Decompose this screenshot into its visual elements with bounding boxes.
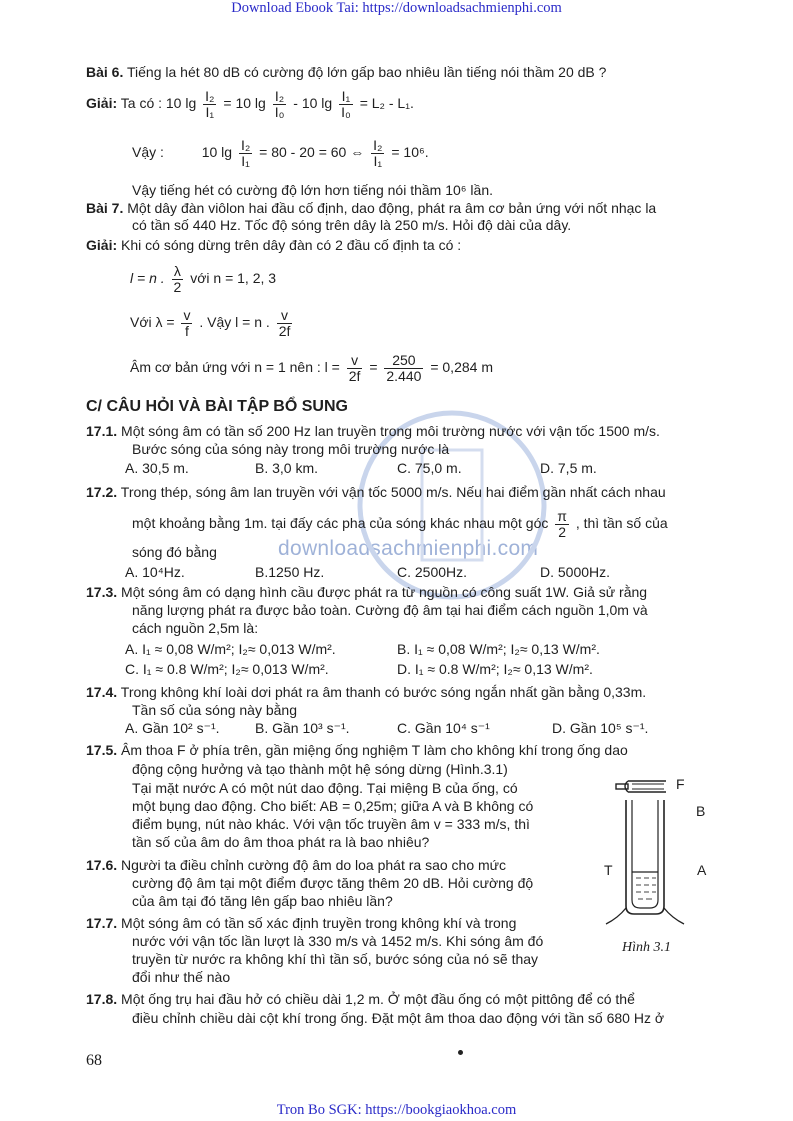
bai6-solution-line2 [132,138,429,169]
q175-line5: điểm bụng, nút nào khác. Với vận tốc truyền âm v = 333 m/s, thì [132,816,530,832]
frac-den: I₀ [274,104,285,120]
frac-num: λ [172,264,184,280]
frac-num: I₂ [273,89,287,105]
q173-line1 [86,584,647,601]
bai6-title: Bài 6. [86,64,124,80]
frac-den: 2.440 [386,368,422,384]
q175-line2: động cộng hưởng và tạo thành một hệ sóng dừng (Hình.3.1) [132,761,508,777]
q172-l1: Trong thép, sóng âm lan truyền với vận tốc 5000 m/s. Nếu hai điểm gần nhất cách nhau [120,484,666,500]
bai7-f2-frac2 [277,308,293,339]
bai7-giai-label: Giải: [86,237,118,253]
bai7-f2-mid: . Vậy l = n . [199,314,270,331]
bai7-q1: Một dây đàn viôlon hai đầu cố định, dao động, phát ra âm cơ bản ứng với nốt nhạc la [127,200,657,216]
q178-line2: điều chỉnh chiều dài cột khí trong ống. Đặt một âm thoa dao động với tần số 680 Hz ở [132,1010,665,1026]
page-dot [458,1050,463,1055]
q177-line3: truyền từ nước ra không khí thì tần số, bước sóng của nó sẽ thay [132,951,539,967]
q177-num: 17.7. [86,915,118,931]
bai7-f2-pre: Với λ = [130,314,175,331]
frac-num: 250 [384,353,423,369]
watermark: downloadsachmienphi.com [278,537,539,560]
bai6-l2-mid: = 80 - 20 = 60 ⇔ [259,144,365,161]
q175-line4: một bụng dao động. Cho biết: AB = 0,25m; giữa A và B không có [132,798,534,814]
bai7-f1-post: với n = 1, 2, 3 [190,270,277,287]
q176-line2: cường độ âm tại một điểm được tăng thêm 20 dB. Hỏi cường độ [132,875,534,891]
q172-line2 [132,509,668,540]
bai7-f2-frac1 [181,308,192,339]
q172-option-a: A. 10⁴Hz. [125,564,185,580]
q172-option-c: C. 2500Hz. [397,564,468,580]
figure-label-t: T [604,862,613,878]
bai7-formula2 [130,308,295,339]
figure-caption: Hình 3.1 [622,940,671,955]
bai7-f1-pre: l = n . [130,270,165,287]
q178-line1 [86,991,635,1008]
bai7-f3-frac1 [347,353,363,384]
q172-option-d: D. 5000Hz. [540,564,611,580]
q171-option-d: D. 7,5 m. [540,460,597,476]
q175-line3: Tại mặt nước A có một nút dao động. Tại miệng B của ống, có [132,780,518,796]
q171-option-c: C. 75,0 m. [397,460,462,476]
frac-den: I₁ [205,104,215,120]
figure-label-b: B [696,803,706,819]
q176-line1 [86,857,506,874]
frac-num: π [557,508,567,524]
q173-option-d: D. I₁ ≈ 0.8 W/m²; I₂≈ 0,13 W/m². [397,661,593,677]
bai7-f3-eq: = [369,359,378,376]
bai6-l2-pre: Vậy : [132,144,164,161]
frac-num: I₂ [240,137,251,153]
frac-num: I₁ [339,89,353,105]
q172-line3: sóng đó bằng [132,544,217,560]
q172-line1 [86,484,666,501]
bai6-conclusion: Vậy tiếng hét có cường độ lớn hơn tiếng nói thầm 10⁶ lần. [132,182,494,198]
q171-l1: Một sóng âm có tần số 200 Hz lan truyền trong môi trường nước với vận tốc 1500 m/s. [121,423,660,439]
q172-option-b: B.1250 Hz. [255,564,325,580]
q171-line2: Bước sóng của sóng này trong môi trường nước là [132,441,450,457]
section-title: C/ CÂU HỎI VÀ BÀI TẬP BỔ SUNG [86,398,348,415]
q174-num: 17.4. [86,684,118,700]
q173-l1: Một sóng âm có dạng hình cầu được phát ra từ nguồn có công suất 1W. Giả sử rằng [121,584,648,600]
q172-l2-pre: một khoảng bằng 1m. tại đấy các pha của sóng khác nhau một góc [132,515,549,532]
footer-link[interactable]: Tron Bo SGK: https://bookgiaokhoa.com [276,1102,517,1118]
q171-option-a: A. 30,5 m. [125,460,189,476]
frac-den: I₁ [373,153,383,169]
bai7-question-line2: có tần số 440 Hz. Tốc độ sóng trên dây là 250 m/s. Hỏi độ dài của dây. [132,217,572,233]
frac-num: I₂ [205,88,215,104]
q177-line2: nước với vận tốc lần lượt là 330 m/s và 1452 m/s. Khi sóng âm đó [132,933,544,949]
figure-label-f: F [676,776,685,792]
q173-line3: cách nguồn 2,5m là: [132,620,259,636]
q176-num: 17.6. [86,857,118,873]
q177-l1: Một sóng âm có tần số xác định truyền trong không khí và trong [121,915,517,931]
frac-den: 2 [173,279,182,295]
q173-num: 17.3. [86,584,118,600]
q172-frac [555,509,569,540]
bai7-g1: Khi có sóng dừng trên dây đàn có 2 đầu cố định ta có : [121,237,462,253]
frac-num: v [347,353,363,369]
bai7-f3-frac2 [384,353,423,384]
bai6-l2-post: = 10⁶. [391,144,429,161]
q174-l1: Trong không khí loài dơi phát ra âm thanh có bước sóng ngắn nhất gần bằng 0,33m. [120,684,647,700]
bai6-l2-frac1 [239,138,252,169]
frac-den: 2f [278,323,291,339]
bai7-f3-pre: Âm cơ bản ứng với n = 1 nên : l = [130,359,340,376]
header-link[interactable]: Download Ebook Tai: https://downloadsachmienphi.com [231,0,562,16]
q175-line1 [86,742,628,759]
q176-line3: của âm tại đó tăng lên gấp bao nhiêu lần? [132,893,393,909]
q171-num: 17.1. [86,423,118,439]
q175-line6: tần số của âm do âm thoa phát ra là bao nhiêu? [132,834,430,850]
frac-num: v [277,308,293,324]
figure-label-a: A [697,862,707,878]
q175-l1: Âm thoa F ở phía trên, gần miệng ống nghiệm T làm cho không khí trong ống dao [121,742,628,758]
q173-line2: năng lượng phát ra được bảo toàn. Cường độ âm tại hai điểm cách nguồn 1,0m và [132,602,648,618]
bai6-l1-frac3 [339,89,353,120]
bai7-formula3 [130,353,493,384]
q171-line1 [86,423,660,440]
bai7-f3-post: = 0,284 m [430,359,493,376]
bai7-question-line1 [86,200,656,217]
q178-l1: Một ống trụ hai đầu hở có chiều dài 1,2 m. Ở một đầu ống có một pittông để có thể [121,991,635,1007]
q174-option-a: A. Gần 10² s⁻¹. [125,720,220,736]
q173-option-c: C. I₁ ≈ 0.8 W/m²; I₂≈ 0,013 W/m². [125,661,329,677]
frac-den: I₀ [341,104,351,120]
bai6-l1-pre: Ta có : 10 lg [120,95,197,112]
bai6-l1-frac2 [273,89,287,120]
bai7-f1-frac [172,264,184,295]
frac-den: 2 [558,524,567,540]
q171-option-b: B. 3,0 km. [255,460,319,476]
bai6-giai-label: Giải: [86,95,118,112]
bai6-l1-post: = L₂ - L₁. [359,95,414,112]
frac-num: I₂ [373,137,383,153]
bai6-solution-line1 [86,89,414,120]
q174-line1 [86,684,646,701]
q178-num: 17.8. [86,991,118,1007]
q173-option-b: B. I₁ ≈ 0,08 W/m²; I₂≈ 0,13 W/m². [397,641,600,657]
bai6-question-line [86,64,606,81]
q172-num: 17.2. [86,484,118,500]
bai6-l2-lg: 10 lg [201,144,233,161]
q174-option-d: D. Gần 10⁵ s⁻¹. [552,720,649,736]
bai6-l1-frac1 [203,89,216,120]
q174-line2: Tần số của sóng này bằng [132,702,298,718]
bai6-l1-mid1: = 10 lg [223,95,266,112]
q177-line4: đổi như thế nào [132,969,231,985]
page-number: 68 [86,1052,102,1069]
q177-line1 [86,915,516,932]
frac-num: v [183,307,191,323]
q176-l1: Người ta điều chỉnh cường độ âm do loa phát ra sao cho mức [121,857,507,873]
bai6-l2-frac2 [371,138,384,169]
q174-option-c: C. Gần 10⁴ s⁻¹ [397,720,490,736]
bai7-title: Bài 7. [86,200,124,216]
q173-option-a: A. I₁ ≈ 0,08 W/m²; I₂≈ 0,013 W/m². [125,641,336,657]
tuning-fork-icon [616,781,666,792]
bai6-l1-mid2: - 10 lg [293,95,333,112]
frac-den: f [185,323,189,339]
bai6-question: Tiếng la hét 80 dB có cường độ lớn gấp bao nhiêu lần tiếng nói thầm 20 dB ? [127,64,607,80]
test-tube-icon [606,800,684,924]
q172-l2-post: , thì tần số của [575,515,668,532]
figure-tube-diagram [598,768,723,933]
bai7-formula1 [130,264,276,295]
bai7-solution-line1 [86,237,461,254]
frac-den: 2f [348,368,361,384]
q174-option-b: B. Gần 10³ s⁻¹. [255,720,350,736]
frac-den: I₁ [241,153,250,169]
q175-num: 17.5. [86,742,118,758]
